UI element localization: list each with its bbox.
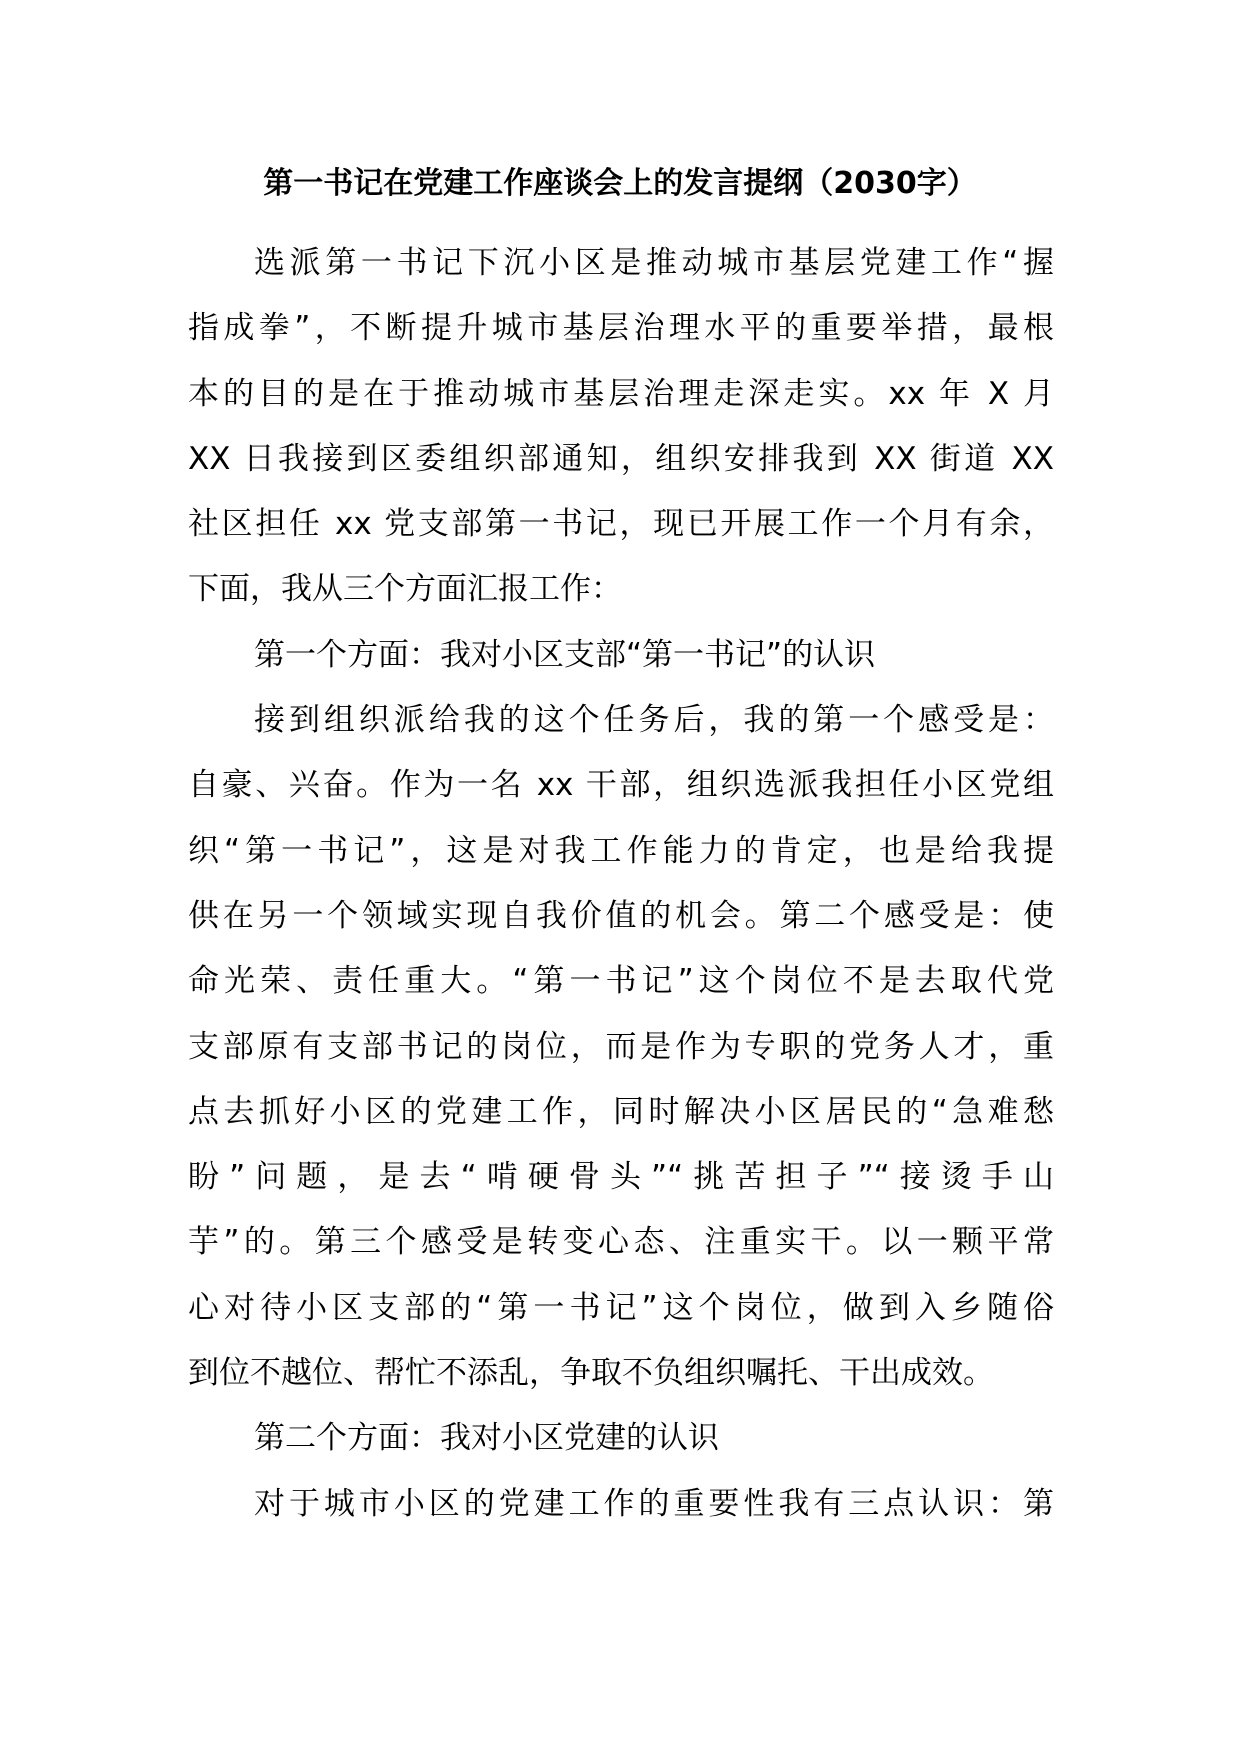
section-heading: 第二个方面：我对小区党建的认识 xyxy=(254,1420,719,1457)
document-title: 第一书记在党建工作座谈会上的发言提纲（2030字） xyxy=(263,166,977,201)
text-line: 本的目的是在于推动城市基层治理走深走实。xx 年 X 月 xyxy=(188,375,1054,412)
text-line: 织“第一书记”，这是对我工作能力的肯定，也是给我提 xyxy=(188,832,1054,869)
text-line: 命光荣、责任重大。“第一书记”这个岗位不是去取代党 xyxy=(188,963,1054,1000)
text-line: 心对待小区支部的“第一书记”这个岗位，做到入乡随俗 xyxy=(188,1289,1054,1326)
text-line: 点去抓好小区的党建工作，同时解决小区居民的“急难愁 xyxy=(188,1093,1054,1130)
text-line: 支部原有支部书记的岗位，而是作为专职的党务人才，重 xyxy=(188,1028,1054,1065)
text-line: 下面，我从三个方面汇报工作： xyxy=(188,571,622,608)
text-line: 对于城市小区的党建工作的重要性我有三点认识：第 xyxy=(254,1485,1054,1522)
text-line: 芋”的。第三个感受是转变心态、注重实干。以一颗平常 xyxy=(188,1224,1054,1261)
text-line: 到位不越位、帮忙不添乱，争取不负组织嘱托、干出成效。 xyxy=(188,1355,994,1392)
text-line: 社区担任 xx 党支部第一书记，现已开展工作一个月有余， xyxy=(188,506,1054,543)
text-line: 选派第一书记下沉小区是推动城市基层党建工作“握 xyxy=(254,245,1054,281)
document-body xyxy=(188,231,1054,1537)
text-line: 指成拳”，不断提升城市基层治理水平的重要举措，最根 xyxy=(188,310,1054,347)
text-line: 供在另一个领域实现自我价值的机会。第二个感受是：使 xyxy=(188,897,1054,934)
text-line: XX 日我接到区委组织部通知，组织安排我到 XX 街道 XX xyxy=(188,440,1054,477)
text-line: 接到组织派给我的这个任务后，我的第一个感受是： xyxy=(254,702,1054,739)
section-heading: 第一个方面：我对小区支部“第一书记”的认识 xyxy=(254,636,876,673)
text-line: 自豪、兴奋。作为一名 xx 干部，组织选派我担任小区党组 xyxy=(188,767,1054,804)
text-line: 盼”问题，是去“啃硬骨头”“挑苦担子”“接烫手山 xyxy=(188,1159,1054,1196)
